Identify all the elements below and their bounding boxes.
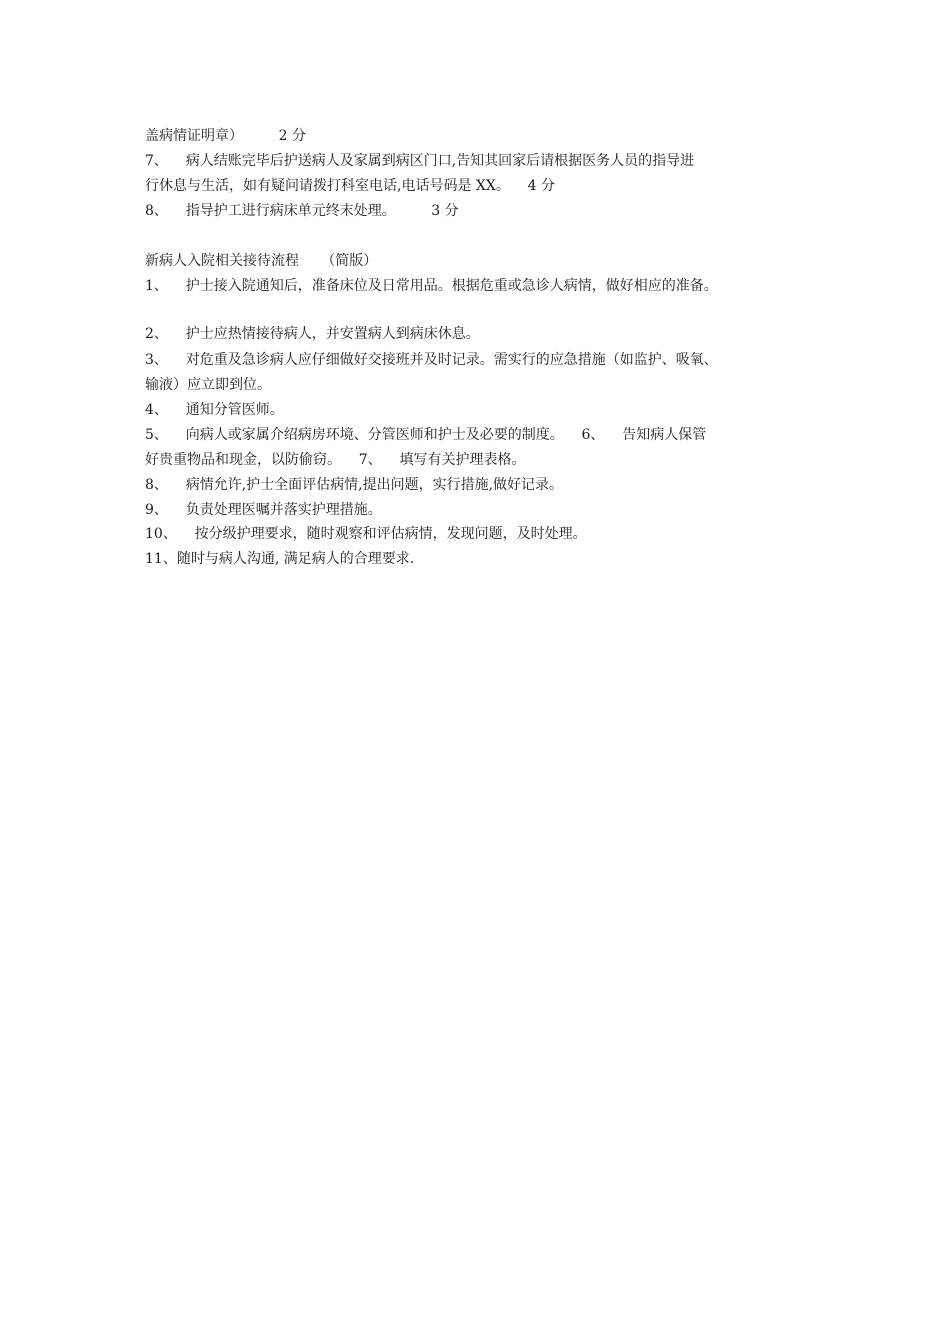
text-line: 行休息与生活，如有疑问请拨打科室电话,电话号码是 XX。 4 分 <box>145 178 555 194</box>
text-line: 输液）应立即到位。 <box>145 377 271 393</box>
text-line: 8、 病情允许,护士全面评估病情,提出问题，实行措施,做好记录。 <box>145 477 564 493</box>
text-line: 1、 护士接入院通知后，准备床位及日常用品。根据危重或急诊人病情，做好相应的准备。 <box>145 278 718 294</box>
section-title: 新病人入院相关接待流程 （简版） <box>145 253 378 269</box>
text-line: 2、 护士应热情接待病人，并安置病人到病床休息。 <box>145 326 480 342</box>
text-line: 8、 指导护工进行病床单元终末处理。 3 分 <box>145 203 459 219</box>
text-line: 好贵重物品和现金，以防偷窃。 7、 填写有关护理表格。 <box>145 452 526 468</box>
text-line: 3、 对危重及急诊病人应仔细做好交接班并及时记录。需实行的应急措施（如监护、吸氧、 <box>145 352 718 368</box>
text-line: 9、 负责处理医嘱并落实护理措施。 <box>145 502 382 518</box>
text-line: 11、随时与病人沟通, 满足病人的合理要求. <box>145 551 415 567</box>
text-line: 4、 通知分管医师。 <box>145 402 284 418</box>
text-line: 7、 病人结账完毕后护送病人及家属到病区门口,告知其回家后请根据医务人员的指导进 <box>145 153 695 169</box>
text-line: 5、 向病人或家属介绍病房环境、分管医师和护士及必要的制度。 6、 告知病人保管 <box>145 427 707 443</box>
text-line: 盖病情证明章） 2 分 <box>145 128 306 144</box>
text-line: 10、 按分级护理要求，随时观察和评估病情，发现问题，及时处理。 <box>145 526 587 542</box>
